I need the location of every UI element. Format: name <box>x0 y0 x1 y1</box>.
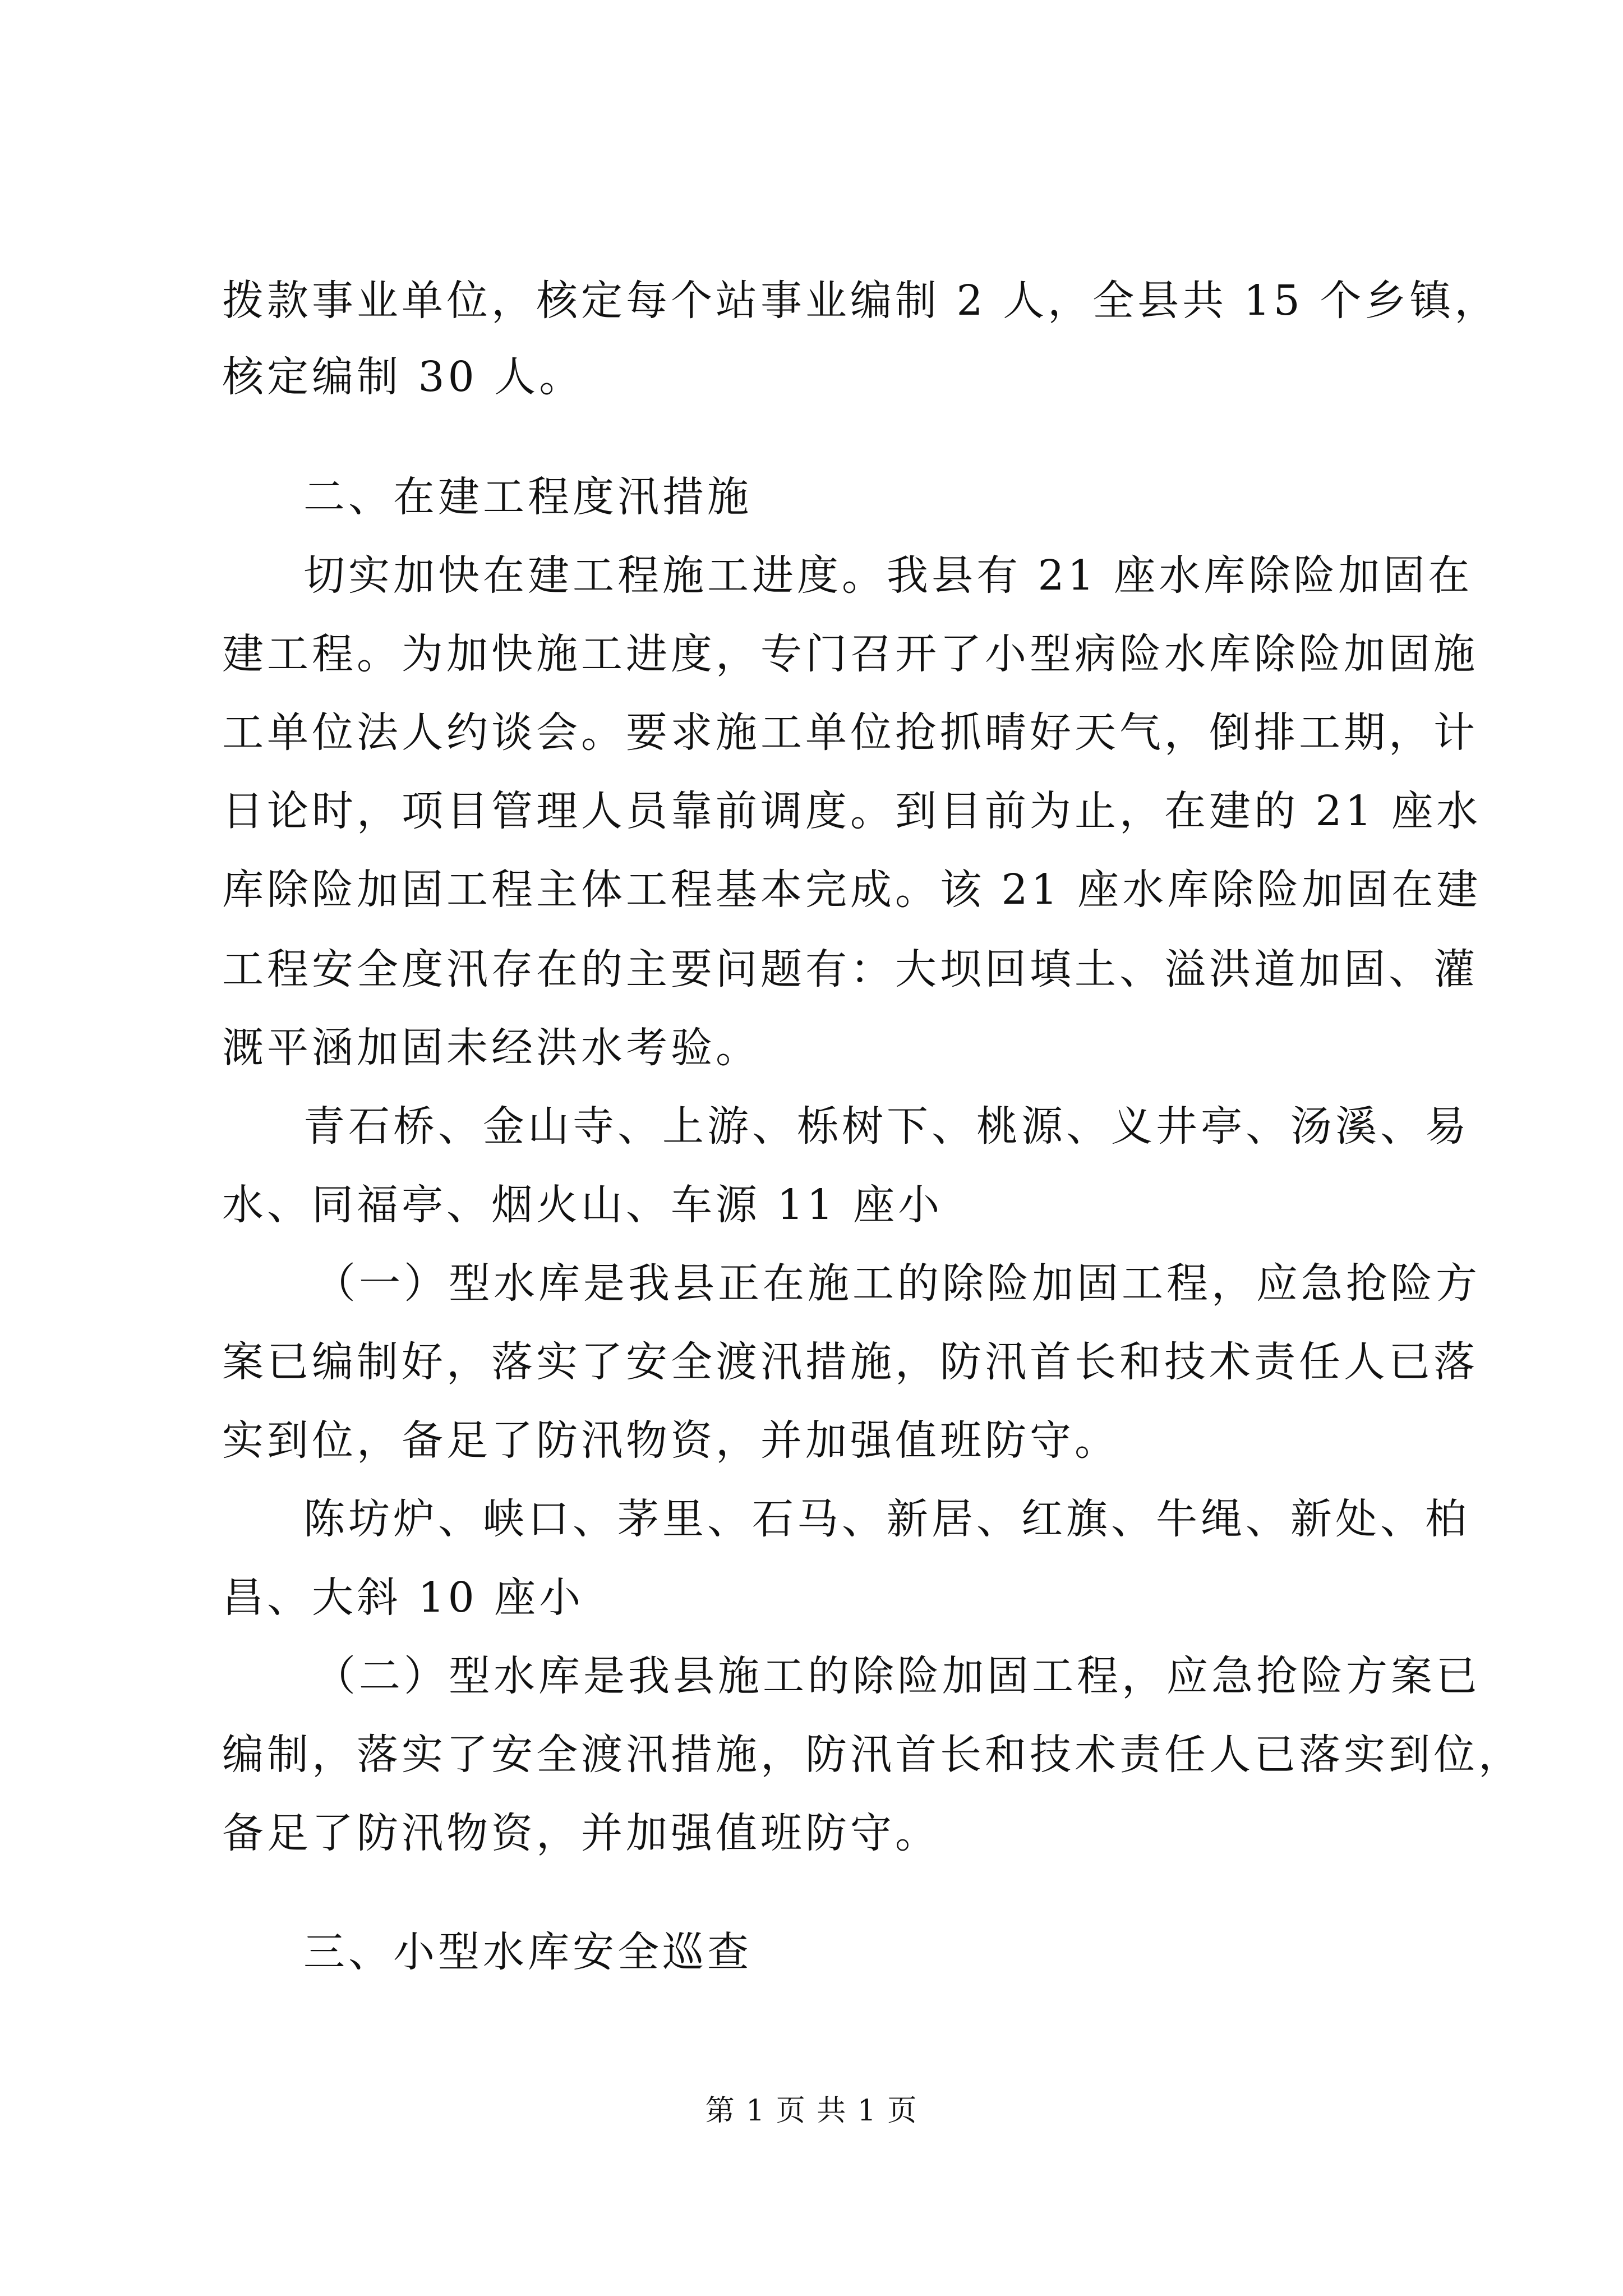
body-line: （二）型水库是我县施工的除险加固工程，应急抢险方案已 <box>314 1652 1481 1700</box>
body-line: 昌、大斜 10 座小 <box>222 1573 584 1622</box>
body-line: 切实加快在建工程施工进度。我县有 21 座水库除险加固在 <box>303 551 1473 600</box>
body-line: 拨款事业单位，核定每个站事业编制 2 人，全县共 15 个乡镇， <box>222 277 1500 325</box>
body-line: 核定编制 30 人。 <box>222 353 584 401</box>
section-heading: 三、小型水库安全巡查 <box>303 1928 752 1976</box>
body-line: （一）型水库是我县正在施工的除险加固工程，应急抢险方 <box>314 1259 1481 1308</box>
page-footer: 第 1 页 共 1 页 <box>705 2094 918 2128</box>
body-line: 工程安全度汛存在的主要问题有：大坝回填土、溢洪道加固、灌 <box>222 945 1478 993</box>
section-heading: 二、在建工程度汛措施 <box>303 473 752 521</box>
body-line: 日论时，项目管理人员靠前调度。到目前为止，在建的 21 座水 <box>222 787 1482 835</box>
body-line: 库除险加固工程主体工程基本完成。该 21 座水库除险加固在建 <box>222 866 1482 914</box>
body-line: 青石桥、金山寺、上游、栎树下、桃源、义井亭、汤溪、易 <box>303 1102 1470 1151</box>
body-line: 水、同福亭、烟火山、车源 11 座小 <box>222 1181 943 1229</box>
body-line: 实到位，备足了防汛物资，并加强值班防守。 <box>222 1416 1119 1465</box>
body-line: 陈坊炉、峡口、茅里、石马、新居、红旗、牛绳、新处、柏 <box>303 1495 1470 1543</box>
body-line: 建工程。为加快施工进度，专门召开了小型病险水库除险加固施 <box>222 630 1478 678</box>
body-line: 编制，落实了安全渡汛措施，防汛首长和技术责任人已落实到位， <box>222 1731 1523 1779</box>
body-line: 溉平涵加固未经洪水考验。 <box>222 1024 760 1072</box>
body-line: 案已编制好，落实了安全渡汛措施，防汛首长和技术责任人已落 <box>222 1338 1478 1386</box>
body-line: 备足了防汛物资，并加强值班防守。 <box>222 1809 940 1857</box>
body-line: 工单位法人约谈会。要求施工单位抢抓晴好天气，倒排工期，计 <box>222 708 1478 757</box>
